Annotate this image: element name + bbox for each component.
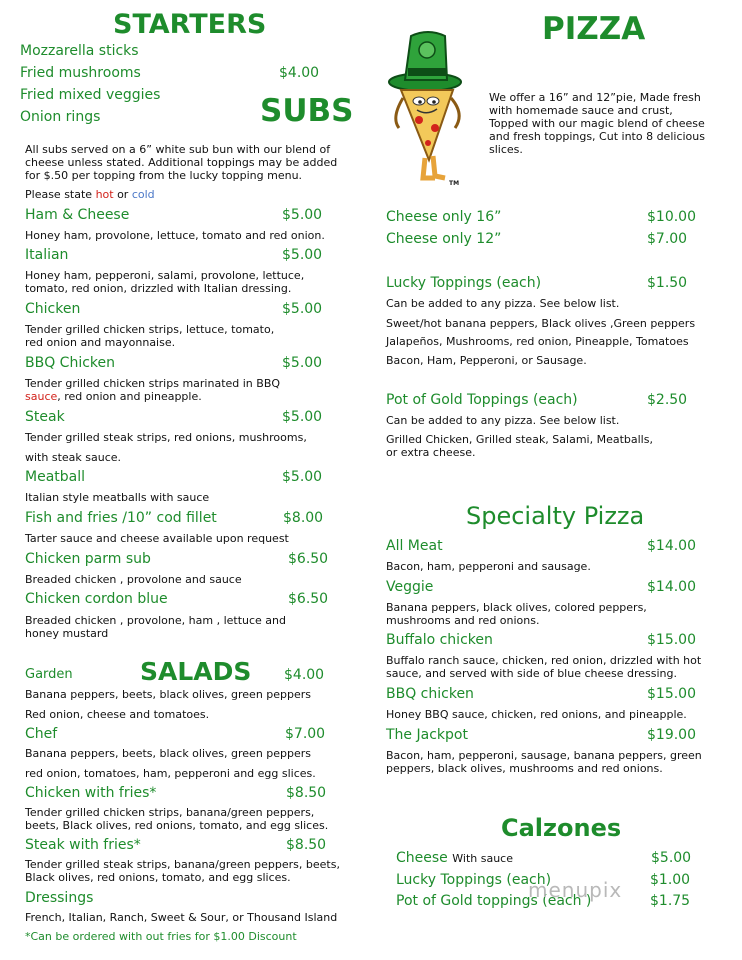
pizza-intro: We offer a 16” and 12”pie, Made fresh with homemade sauce and crust, Topped with our magic blend of cheese and fresh toppings, Cut into 8 delicious slices. bbox=[489, 91, 705, 156]
calzone-price-cheese: $5.00 bbox=[651, 850, 692, 866]
sub-name-chicken-parm: Chicken parm sub bbox=[25, 551, 151, 567]
salad-price-steak-fries: $8.50 bbox=[286, 837, 327, 853]
sub-price-fish: $8.00 bbox=[283, 510, 324, 526]
sauce-word: sauce bbox=[25, 390, 58, 403]
cold-label: cold bbox=[131, 188, 155, 201]
starter-mozzarella: Mozzarella sticks bbox=[20, 43, 139, 59]
calzone-cheese-extra: With sauce bbox=[452, 852, 513, 865]
sub-name-bbq-chicken: BBQ Chicken bbox=[25, 355, 116, 371]
sub-price-ham-cheese: $5.00 bbox=[282, 207, 323, 223]
pizza-price-cheese16: $10.00 bbox=[647, 209, 696, 225]
salad-desc-chicken-fries: Tender grilled chicken strips, banana/green peppers, beets, Black olives, red onions, tomato, and egg slices. bbox=[25, 806, 329, 832]
salad-desc-steak-fries: Tender grilled steak strips, banana/green peppers, beets, Black olives, red onions, tomato, and egg slices. bbox=[25, 858, 340, 884]
salad-desc-chef: Banana peppers, beets, black olives, green peppers bbox=[25, 747, 312, 760]
specialty-pizza-title: Specialty Pizza bbox=[466, 502, 645, 530]
sub-desc-chicken-parm: Breaded chicken , provolone and sauce bbox=[25, 573, 242, 586]
pizza-name-cheese16: Cheese only 16” bbox=[386, 209, 502, 225]
sub-price-meatball: $5.00 bbox=[282, 469, 323, 485]
dressings-label: Dressings bbox=[25, 890, 94, 906]
gold-toppings-note: Can be added to any pizza. See below list. bbox=[386, 414, 620, 427]
trademark-symbol: TM bbox=[449, 180, 460, 187]
sub-desc-cordon-blue: Breaded chicken , provolone, ham , lettuce and honey mustard bbox=[25, 614, 286, 640]
specialty-price-jackpot: $19.00 bbox=[647, 727, 696, 743]
sub-name-steak: Steak bbox=[25, 409, 65, 425]
lucky-toppings-line3: Bacon, Ham, Pepperoni, or Sausage. bbox=[386, 354, 587, 367]
sub-name-fish: Fish and fries /10” cod fillet bbox=[25, 510, 217, 526]
starters-title: STARTERS bbox=[113, 9, 267, 40]
salad-name-steak-fries: Steak with fries* bbox=[25, 837, 141, 853]
leprechaun-pizza-mascot bbox=[383, 28, 473, 188]
salad-price-chicken-fries: $8.50 bbox=[286, 785, 327, 801]
sub-desc-steak: Tender grilled steak strips, red onions, mushrooms, bbox=[25, 431, 307, 444]
specialty-name-bbq-chicken: BBQ chicken bbox=[386, 686, 474, 702]
starter-mushrooms: Fried mushrooms bbox=[20, 65, 141, 81]
specialty-desc-all-meat: Bacon, ham, pepperoni and sausage. bbox=[386, 560, 591, 573]
specialty-desc-bbq-chicken: Honey BBQ sauce, chicken, red onions, and pineapple. bbox=[386, 708, 687, 721]
lucky-toppings-price: $1.50 bbox=[647, 275, 688, 291]
subs-title: SUBS bbox=[260, 93, 354, 129]
salads-title: SALADS bbox=[140, 657, 252, 686]
bbq-rest: , red onion and pineapple. bbox=[57, 390, 202, 403]
specialty-name-all-meat: All Meat bbox=[386, 538, 443, 554]
sub-price-bbq-chicken: $5.00 bbox=[282, 355, 323, 371]
sub-price-cordon-blue: $6.50 bbox=[288, 591, 329, 607]
subs-intro: All subs served on a 6” white sub bun with our blend of cheese unless stated. Additional toppings may be added for $.50 per topping from the lucky topping menu. bbox=[25, 143, 338, 182]
gold-toppings-line1: Grilled Chicken, Grilled steak, Salami, Meatballs, bbox=[386, 433, 653, 446]
sub-desc-bbq-chicken: Tender grilled chicken strips marinated in BBQ bbox=[25, 377, 281, 390]
specialty-name-veggie: Veggie bbox=[386, 579, 434, 595]
specialty-price-veggie: $14.00 bbox=[647, 579, 696, 595]
specialty-name-jackpot: The Jackpot bbox=[386, 727, 468, 743]
specialty-name-buffalo: Buffalo chicken bbox=[386, 632, 493, 648]
specialty-price-all-meat: $14.00 bbox=[647, 538, 696, 554]
starter-veggies: Fried mixed veggies bbox=[20, 87, 161, 103]
calzone-name-gold: Pot of Gold toppings (each ) bbox=[396, 893, 592, 909]
gold-toppings-price: $2.50 bbox=[647, 392, 688, 408]
sub-name-cordon-blue: Chicken cordon blue bbox=[25, 591, 168, 607]
sub-desc-bbq-chicken-line2 bbox=[25, 390, 202, 403]
state-prefix: Please state bbox=[25, 188, 93, 201]
salad-price-garden: $4.00 bbox=[284, 667, 325, 683]
sub-desc-chicken: Tender grilled chicken strips, lettuce, tomato, red onion and mayonnaise. bbox=[25, 323, 275, 349]
sub-name-chicken: Chicken bbox=[25, 301, 81, 317]
lucky-toppings-label: Lucky Toppings (each) bbox=[386, 275, 542, 291]
salad-desc-garden: Banana peppers, beets, black olives, green peppers bbox=[25, 688, 312, 701]
pizza-name-cheese12: Cheese only 12” bbox=[386, 231, 502, 247]
gold-toppings-label: Pot of Gold Toppings (each) bbox=[386, 392, 578, 408]
sub-price-italian: $5.00 bbox=[282, 247, 323, 263]
sub-price-chicken: $5.00 bbox=[282, 301, 323, 317]
sub-name-italian: Italian bbox=[25, 247, 69, 263]
gold-toppings-line2: or extra cheese. bbox=[386, 446, 476, 459]
sub-desc-meatball: Italian style meatballs with sauce bbox=[25, 491, 210, 504]
lucky-toppings-note: Can be added to any pizza. See below list. bbox=[386, 297, 620, 310]
salad-name-garden: Garden bbox=[25, 667, 73, 682]
specialty-desc-veggie: Banana peppers, black olives, colored peppers, mushrooms and red onions. bbox=[386, 601, 647, 627]
calzone-name-cheese bbox=[396, 850, 513, 866]
sub-desc-fish: Tarter sauce and cheese available upon request bbox=[25, 532, 289, 545]
starter-price: $4.00 bbox=[279, 65, 320, 81]
salad-name-chicken-fries: Chicken with fries* bbox=[25, 785, 157, 801]
specialty-price-bbq-chicken: $15.00 bbox=[647, 686, 696, 702]
lucky-toppings-line1: Sweet/hot banana peppers, Black olives ,Green peppers bbox=[386, 317, 696, 330]
sub-price-steak: $5.00 bbox=[282, 409, 323, 425]
pizza-title: PIZZA bbox=[542, 11, 646, 47]
calzone-price-gold: $1.75 bbox=[650, 893, 691, 909]
lucky-toppings-line2: Jalapeños, Mushrooms, red onion, Pineapple, Tomatoes bbox=[386, 335, 689, 348]
sub-desc-italian: Honey ham, pepperoni, salami, provolone, lettuce, tomato, red onion, drizzled with Italian dressing. bbox=[25, 269, 305, 295]
sub-desc-ham-cheese: Honey ham, provolone, lettuce, tomato and red onion. bbox=[25, 229, 325, 242]
salad-desc-garden-line2: Red onion, cheese and tomatoes. bbox=[25, 708, 210, 721]
sub-name-ham-cheese: Ham & Cheese bbox=[25, 207, 130, 223]
hot-label: hot bbox=[95, 188, 114, 201]
menupix-watermark: menupix bbox=[528, 878, 623, 902]
salad-name-chef: Chef bbox=[25, 726, 58, 742]
pizza-price-cheese12: $7.00 bbox=[647, 231, 688, 247]
sub-desc-steak-line2: with steak sauce. bbox=[25, 451, 122, 464]
specialty-desc-buffalo: Buffalo ranch sauce, chicken, red onion, drizzled with hot sauce, and served with side of blue cheese dressing. bbox=[386, 654, 702, 680]
specialty-desc-jackpot: Bacon, ham, pepperoni, sausage, banana peppers, green peppers, black olives, mushrooms and red onions. bbox=[386, 749, 702, 775]
subs-hot-cold-note bbox=[25, 188, 155, 201]
specialty-price-buffalo: $15.00 bbox=[647, 632, 696, 648]
salad-desc-chef-line2: red onion, tomatoes, ham, pepperoni and egg slices. bbox=[25, 767, 316, 780]
starter-onion-rings: Onion rings bbox=[20, 109, 101, 125]
calzone-price-lucky: $1.00 bbox=[650, 872, 691, 888]
fries-footnote: *Can be ordered with out fries for $1.00 Discount bbox=[25, 930, 297, 943]
sub-price-chicken-parm: $6.50 bbox=[288, 551, 329, 567]
calzone-cheese-label: Cheese bbox=[396, 850, 448, 866]
salad-price-chef: $7.00 bbox=[285, 726, 326, 742]
calzones-title: Calzones bbox=[501, 814, 622, 842]
calzone-name-lucky: Lucky Toppings (each) bbox=[396, 872, 552, 888]
or-label: or bbox=[117, 188, 129, 201]
sub-name-meatball: Meatball bbox=[25, 469, 86, 485]
dressings-list: French, Italian, Ranch, Sweet & Sour, or Thousand Island bbox=[25, 911, 338, 924]
